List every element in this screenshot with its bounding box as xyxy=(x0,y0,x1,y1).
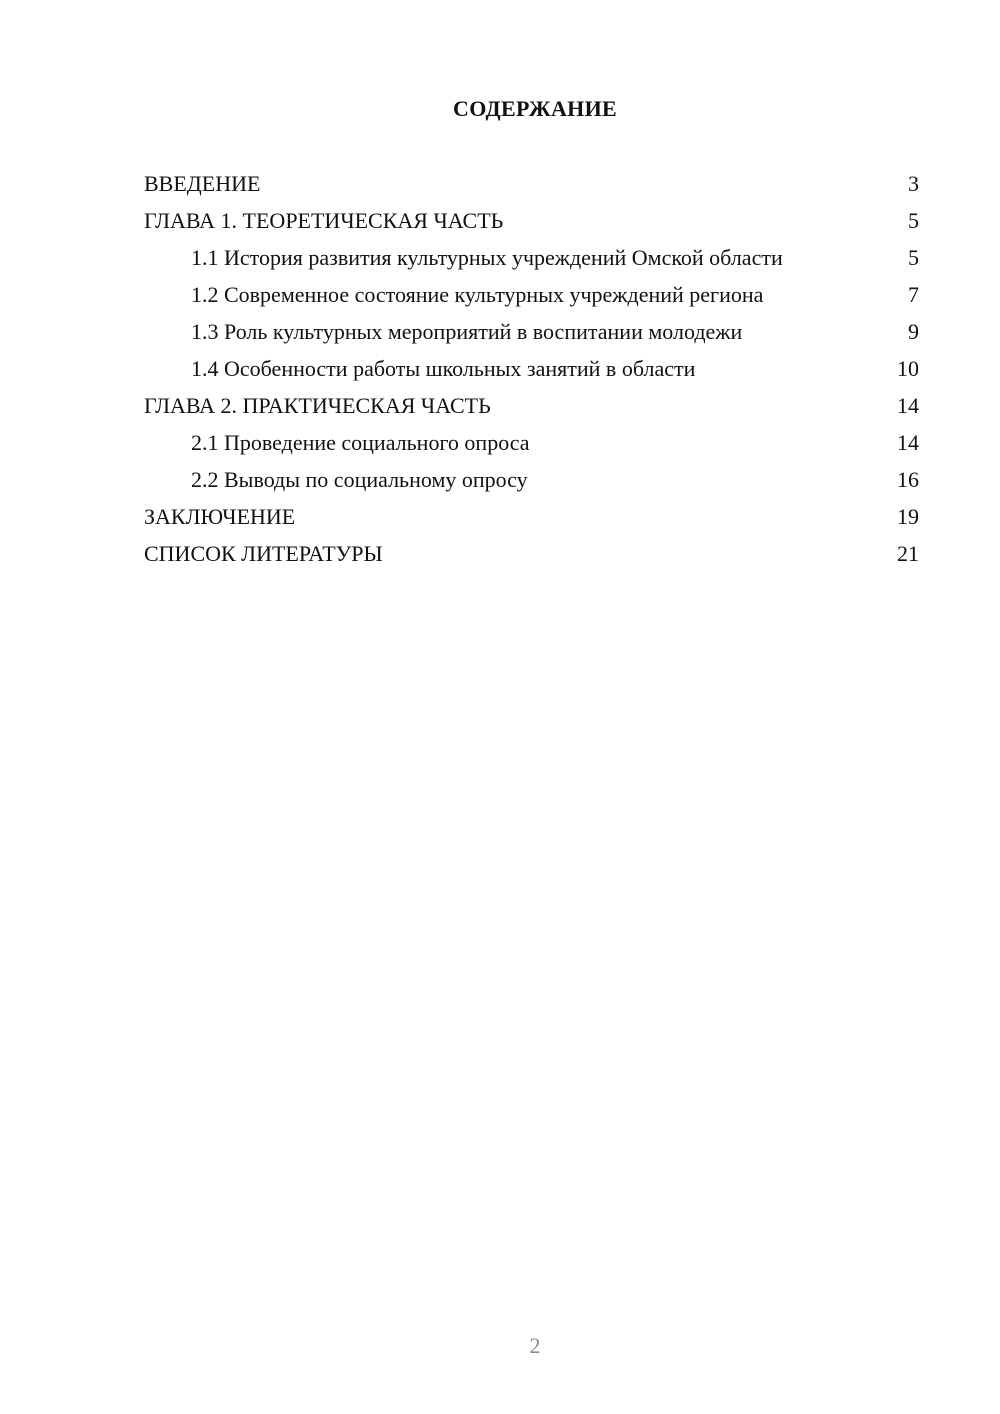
toc-entry-label: 2.1 Проведение социального опроса xyxy=(191,430,530,455)
toc-entry-label: 2.2 Выводы по социальному опросу xyxy=(191,467,528,492)
page-number: 2 xyxy=(529,1333,541,1358)
toc-entry-section-1-4[interactable] xyxy=(144,355,919,382)
toc-entry-chapter-2[interactable] xyxy=(144,392,919,419)
toc-entry-section-2-1[interactable] xyxy=(144,429,919,456)
toc-entry-label: ЗАКЛЮЧЕНИЕ xyxy=(144,504,296,529)
toc-entry-page: 5 xyxy=(908,245,919,270)
toc-entry-section-1-2[interactable] xyxy=(144,281,919,308)
toc-entry-label: 1.4 Особенности работы школьных занятий в области xyxy=(191,356,696,381)
toc-entry-introduction[interactable] xyxy=(144,170,919,197)
toc-entry-label: 1.2 Современное состояние культурных учреждений региона xyxy=(191,282,764,307)
toc-entry-page: 3 xyxy=(908,171,919,196)
toc-entry-page: 5 xyxy=(908,208,919,233)
page-title: СОДЕРЖАНИЕ xyxy=(453,96,617,121)
toc-entry-section-1-1[interactable] xyxy=(144,244,919,271)
toc-entry-page: 9 xyxy=(908,319,919,344)
toc-entry-label: 1.1 История развития культурных учреждений Омской области xyxy=(191,245,783,270)
table-of-contents xyxy=(144,170,919,577)
toc-entry-label: ГЛАВА 1. ТЕОРЕТИЧЕСКАЯ ЧАСТЬ xyxy=(144,208,504,233)
toc-entry-page: 16 xyxy=(897,467,919,492)
toc-entry-label: ВВЕДЕНИЕ xyxy=(144,171,261,196)
toc-entry-page: 21 xyxy=(897,541,919,566)
toc-entry-page: 7 xyxy=(908,282,919,307)
toc-entry-section-2-2[interactable] xyxy=(144,466,919,493)
toc-entry-references[interactable] xyxy=(144,540,919,567)
toc-entry-page: 14 xyxy=(897,393,919,418)
toc-entry-label: СПИСОК ЛИТЕРАТУРЫ xyxy=(144,541,383,566)
toc-entry-conclusion[interactable] xyxy=(144,503,919,530)
toc-entry-label: ГЛАВА 2. ПРАКТИЧЕСКАЯ ЧАСТЬ xyxy=(144,393,491,418)
toc-entry-section-1-3[interactable] xyxy=(144,318,919,345)
toc-entry-chapter-1[interactable] xyxy=(144,207,919,234)
toc-entry-page: 19 xyxy=(897,504,919,529)
toc-entry-label: 1.3 Роль культурных мероприятий в воспитании молодежи xyxy=(191,319,743,344)
toc-entry-page: 14 xyxy=(897,430,919,455)
toc-entry-page: 10 xyxy=(897,356,919,381)
